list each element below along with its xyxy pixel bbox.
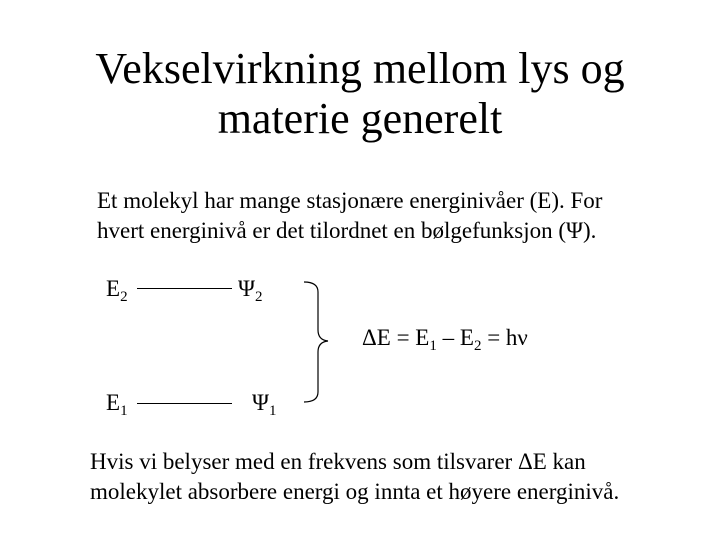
- energy-label-e2: $E_2$: [106, 276, 128, 305]
- intro-line-2: hvert energinivå er det tilordnet en bølgefunksjon (Ψ).: [97, 218, 597, 243]
- title-line-2: materie generelt: [217, 94, 503, 143]
- psi-index-2: 2: [254, 289, 263, 305]
- intro-line-1: Et molekyl har mange stasjonære energinivåer (E). For: [97, 188, 603, 213]
- conclusion-line-1: Hvis vi belyser med en frekvens som tilsvarer ΔE kan: [90, 449, 586, 474]
- energy-index-1: 1: [120, 403, 128, 419]
- psi-label-2: $\Psi_2$: [238, 276, 263, 305]
- conclusion-line-2: molekylet absorbere energi og innta et høyere energinivå.: [90, 479, 620, 504]
- title-line-1: Vekselvirkning mellom lys og: [95, 44, 625, 93]
- conclusion-paragraph: [90, 447, 710, 507]
- psi-label-1: $\Psi_1$: [252, 390, 277, 419]
- energy-equation: $\Delta E = E_1 - E_2 = h\nu$: [362, 325, 528, 354]
- psi-index-1: 1: [268, 403, 277, 419]
- energy-index-2: 2: [120, 289, 128, 305]
- energy-label-e1: $E_1$: [106, 390, 128, 419]
